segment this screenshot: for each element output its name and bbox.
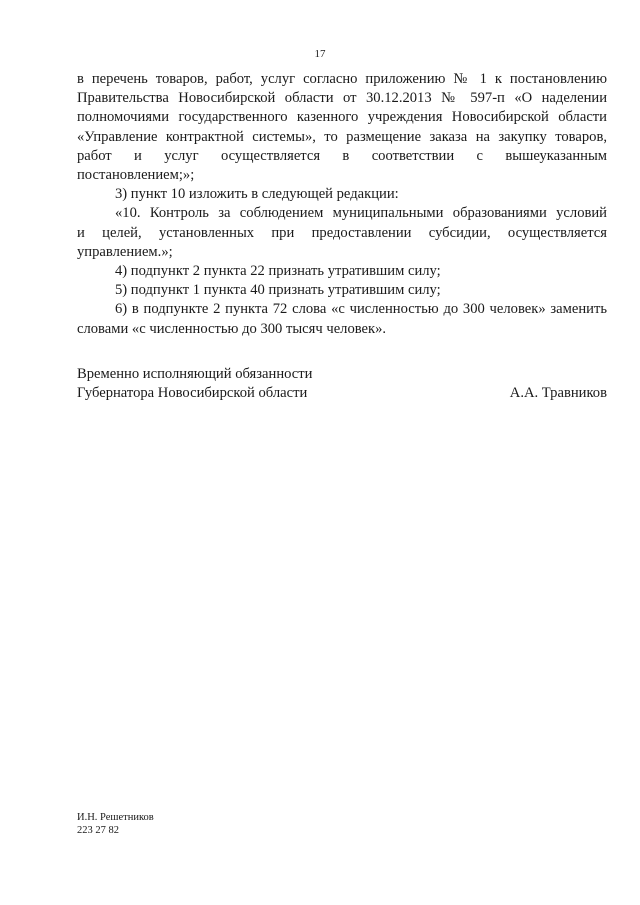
paragraph-line: «10. Контроль за соблюдением муниципальными образованиями условий: [115, 205, 607, 222]
paragraph-item-4: 4) подпункт 2 пункта 22 признать утратившим силу;: [115, 263, 441, 280]
paragraph-line: Правительства Новосибирской области от 30.12.2013 № 597-п «О наделении: [77, 90, 607, 107]
paragraph-line: полномочиями государственного казенного учреждения Новосибирской области: [77, 109, 607, 126]
signatory-position: Временно исполняющий обязанности: [77, 366, 313, 382]
signatory-position: Губернатора Новосибирской области: [77, 385, 308, 402]
executor-name: И.Н. Решетников: [77, 812, 154, 823]
signatory-name: А.А. Травников: [509, 385, 607, 402]
executor-footer: [77, 811, 154, 837]
paragraph-line: словами «с численностью до 300 тысяч человек».: [77, 320, 387, 337]
page-number: 17: [314, 48, 326, 60]
document-body: [77, 70, 607, 339]
paragraph-line: и целей, установленных при предоставлении субсидии, осуществляется: [77, 224, 607, 241]
signature-block: [77, 365, 607, 403]
paragraph-item-5: 5) подпункт 1 пункта 40 признать утратившим силу;: [115, 282, 441, 299]
executor-phone: 223 27 82: [77, 825, 119, 836]
paragraph-line: управлением.»;: [77, 243, 173, 260]
paragraph-line: «Управление контрактной системы», то размещение заказа на закупку товаров,: [77, 128, 607, 145]
paragraph-line: 6) в подпункте 2 пункта 72 слова «с численностью до 300 человек» заменить: [115, 301, 607, 318]
paragraph-line: в перечень товаров, работ, услуг согласно приложению № 1 к постановлению: [77, 71, 607, 87]
paragraph-line: постановлением;»;: [77, 167, 195, 184]
paragraph-line: работ и услуг осуществляется в соответствии с вышеуказанным: [77, 147, 607, 164]
paragraph-item-3: 3) пункт 10 изложить в следующей редакции:: [115, 186, 399, 203]
